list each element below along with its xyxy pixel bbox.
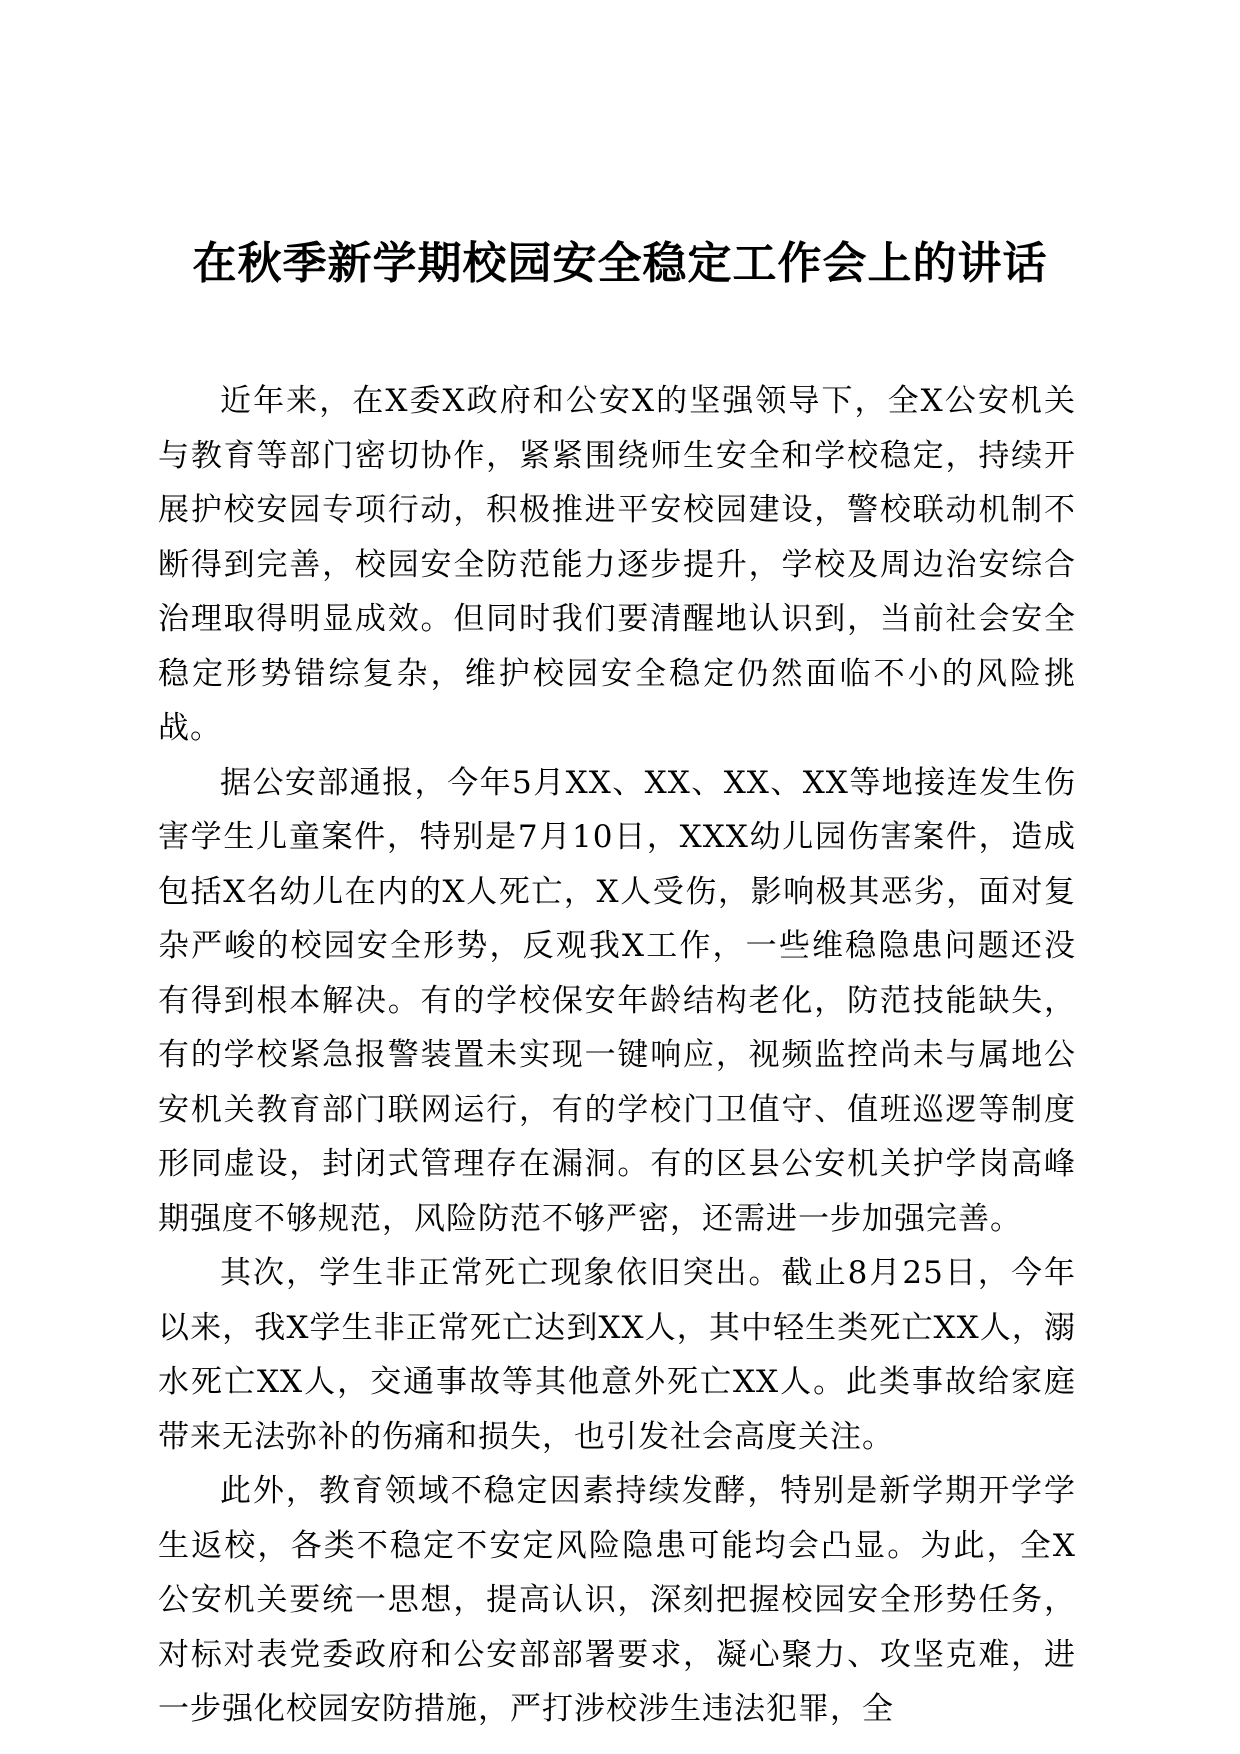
document-body [158,374,1076,1737]
paragraph-4: 此外，教育领域不稳定因素持续发酵，特别是新学期开学学生返校，各类不稳定不安定风险隐患可能均会凸显。为此，全X公安机关要统一思想，提高认识，深刻把握校园安全形势任务，对标对表党委政府和公安部部署要求，凝心聚力、攻坚克难，进一步强化校园安防措施，严打涉校涉生违法犯罪，全 [158,1473,1076,1727]
document-title: 在秋季新学期校园安全稳定工作会上的讲话 [192,238,1048,289]
paragraph-1: 近年来，在X委X政府和公安X的坚强领导下，全X公安机关与教育等部门密切协作，紧紧围绕师生安全和学校稳定，持续开展护校安园专项行动，积极推进平安校园建设，警校联动机制不断得到完善，校园安全防范能力逐步提升，学校及周边治安综合治理取得明显成效。但同时我们要清醒地认识到，当前社会安全稳定形势错综复杂，维护校园安全稳定仍然面临不小的风险挑战。 [158,383,1076,746]
paragraph-3: 其次，学生非正常死亡现象依旧突出。截止8月25日，今年以来，我X学生非正常死亡达到XX人，其中轻生类死亡XX人，溺水死亡XX人，交通事故等其他意外死亡XX人。此类事故给家庭带来无法弥补的伤痛和损失，也引发社会高度关注。 [158,1255,1076,1455]
paragraph-2: 据公安部通报，今年5月XX、XX、XX、XX等地接连发生伤害学生儿童案件，特别是7月10日，XXX幼儿园伤害案件，造成包括X名幼儿在内的X人死亡，X人受伤，影响极其恶劣，面对复杂严峻的校园安全形势，反观我X工作，一些维稳隐患问题还没有得到根本解决。有的学校保安年龄结构老化，防范技能缺失，有的学校紧急报警装置未实现一键响应，视频监控尚未与属地公安机关教育部门联网运行，有的学校门卫值守、值班巡逻等制度形同虚设，封闭式管理存在漏洞。有的区县公安机关护学岗高峰期强度不够规范，风险防范不够严密，还需进一步加强完善。 [158,764,1076,1237]
